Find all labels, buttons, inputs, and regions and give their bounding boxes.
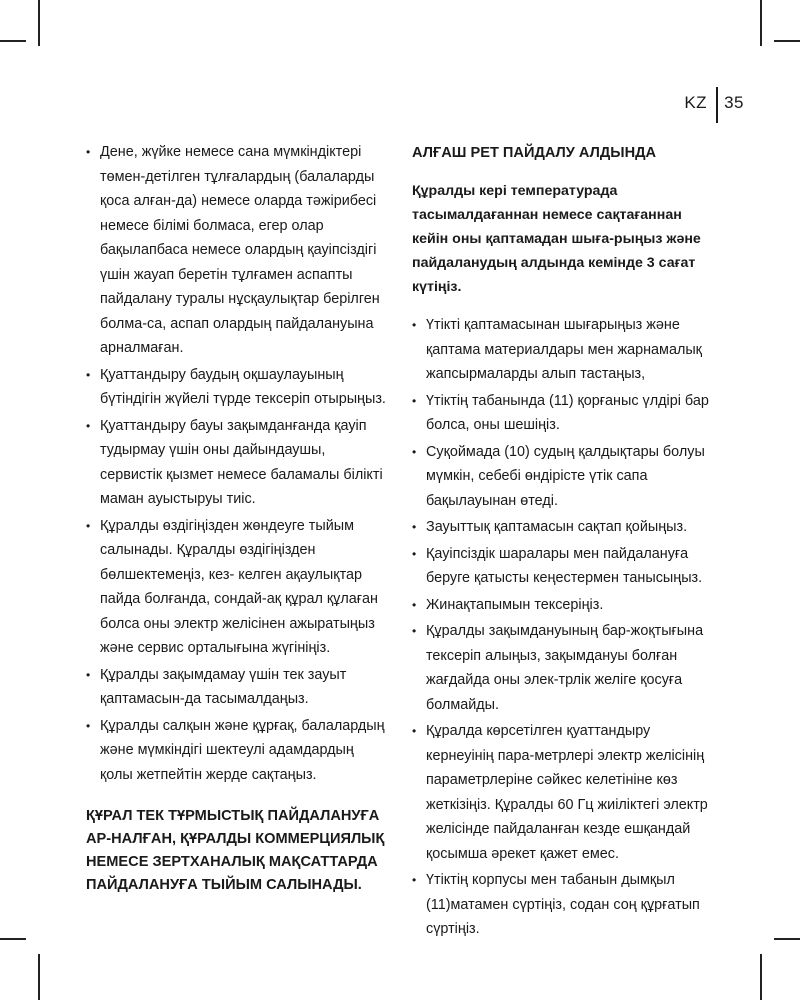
list-item: • Үтіктің корпусы мен табанын дымқыл (11)матамен сүртіңіз, содан соң құрғатып сүртіңіз. [412,868,718,942]
list-item: • Қуаттандыру бауы зақымданғанда қауіп тудырмау үшін оны дайындаушы, сервистік қызмет немесе баламалы білікті маман ауыстыруы тиіс. [86,414,390,512]
crop-mark [0,938,26,940]
crop-mark [774,938,800,940]
list-item: • Қуаттандыру баудың оқшаулауының бүтіндігін жүйелі түрде тексеріп отырыңыз. [86,363,390,412]
crop-mark [760,0,762,46]
list-item: • Құралды салқын және құрғақ, балалардың және мүмкіндігі шектеулі адамдардың қолы жетпейтін жерде сақтаңыз. [86,714,390,788]
page-number: 35 [724,93,744,112]
list-item: • Дене, жүйке немесе сана мүмкіндіктері төмен-детілген тұлғалардың (балаларды қоса алған-да) немесе оларда тәжірибесі немесе білімі болмаса, егер олар бақылапбаса немесе олардың қауіпсіздігі үшін жауап беретін тұлғамен аспапты пайдалану туралы нұсқаулықтар берілген болма-са, аспап олардың пайдалануына арналмаған. [86,140,390,361]
intro-paragraph: Құралды кері температурада тасымалдағаннан немесе сақтағаннан кейін оны қаптамадан шыға-рыңыз және пайдаланудың алдында кемінде 3 сағат күтіңіз. [412,183,701,295]
list-item: • Қауіпсіздік шаралары мен пайдалануға беруге қатысты кеңестермен танысыңыз. [412,542,718,591]
first-use-list [412,313,718,942]
list-item: • Үтіктің табанында (11) қорғаныс үлдірі бар болса, оны шешіңіз. [412,389,718,438]
crop-mark [0,40,26,42]
list-item: • Зауыттық қаптамасын сақтап қойыңыз. [412,515,718,540]
left-column [86,140,390,897]
list-item: • Құралды өздігіңізден жөндеуге тыйым салынады. Құралды өздігіңізден бөлшектемеңіз, кез- келген ақаулықтар пайда болғанда, сондай-ақ құрал құлаған болса оны электр желісінен ажыратыңыз және сервис орталығына жүгініңіз. [86,514,390,661]
list-item: • Жинақтапымын тексеріңіз. [412,593,718,618]
section-title: АЛҒАШ РЕТ ПАЙДАЛУ АЛДЫНДА [412,145,657,161]
right-column [412,140,718,944]
language-code: KZ [684,93,708,112]
crop-mark [38,0,40,46]
list-item: • Құралда көрсетілген қуаттандыру кернеуінің пара-метрлері электр желісінің параметрлеріне сәйкес келетініне көз жеткізіңіз. Құралды 60 Гц жиіліктегі электр желісінде пайдаланған кезде ешқандай қосымша әрекет қажет емес. [412,719,718,866]
list-item: • Құралды зақымдамау үшін тек зауыт қаптамасын-да тасымалдаңыз. [86,663,390,712]
crop-mark [760,954,762,1000]
page-header [684,90,744,116]
list-item: • Құралды зақымдануының бар-жоқтығына тексеріп алыңыз, зақымдануы болған жағдайда оны элек-трлік желіге қосуға болмайды. [412,619,718,717]
list-item: • Үтікті қаптамасынан шығарыңыз және қаптама материалдары мен жарнамалық жапсырмаларды алып тастаңыз, [412,313,718,387]
list-item: • Суқоймада (10) судың қалдықтары болуы мүмкін, себебі өндірісте үтік сапа бақылауынан өтеді. [412,440,718,514]
household-use-warning: ҚҰРАЛ ТЕК ТҰРМЫСТЫҚ ПАЙДАЛАНУҒА АР-НАЛҒАН, ҚҰРАЛДЫ КОММЕРЦИЯЛЫҚ НЕМЕСЕ ЗЕРТХАНАЛЫҚ МАҚСАТТАРДА ПАЙДАЛАНУҒА ТЫЙЫМ САЛЫНАДЫ. [86,808,385,893]
crop-mark [774,40,800,42]
safety-list [86,140,390,787]
crop-mark [38,954,40,1000]
